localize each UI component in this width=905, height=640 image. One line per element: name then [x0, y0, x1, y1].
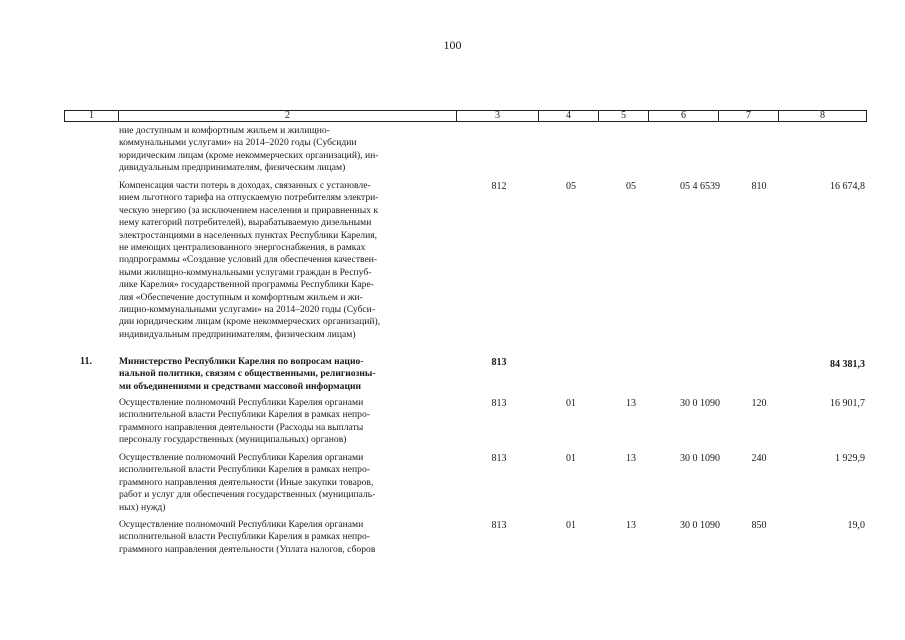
cell-amount: 19,0: [847, 520, 865, 531]
header-col-4: 4: [539, 111, 599, 121]
cell-razdel: 01: [566, 520, 576, 531]
text-line: ние доступным и комфортным жильем и жилищно-: [119, 125, 330, 136]
cell-podrazdel: 05: [626, 181, 636, 192]
cell-amount: 1 929,9: [835, 453, 865, 464]
text-line: подпрограммы «Создание условий для обеспечения качествен-: [119, 254, 378, 266]
text-line: граммного направления деятельности (Уплата налогов, сборов: [119, 543, 376, 555]
cell-amount: 84 381,3: [830, 359, 865, 370]
text-line: ных) нужд): [119, 501, 166, 513]
cell-razdel: 01: [566, 453, 576, 464]
text-line: дии юридическим лицам (кроме некоммерческих организаций),: [119, 316, 381, 328]
table-header-row: [64, 110, 867, 122]
cell-amount: 16 901,7: [830, 398, 865, 409]
text-line: Осуществление полномочий Республики Карелия органами: [119, 397, 364, 408]
cell-expense-type: 240: [751, 453, 767, 464]
cell-vedomstvo: 812: [491, 181, 507, 192]
row-description: [119, 452, 457, 514]
cell-vedomstvo: 813: [491, 398, 507, 409]
cell-expense-type: 850: [751, 520, 767, 531]
text-line: персоналу государственных (муниципальных) органов): [119, 434, 347, 446]
header-col-5: 5: [599, 111, 649, 121]
text-line: электростанциями в населенных пунктах Республики Карелия,: [119, 229, 378, 241]
text-line: Компенсация части потерь в доходах, связанных с установле-: [119, 180, 371, 191]
cell-razdel: 05: [566, 181, 576, 192]
cell-expense-type: 120: [751, 398, 767, 409]
text-line: юридическим лицам (кроме некоммерческих организаций), ин-: [119, 149, 379, 161]
text-line: не имеющих централизованного энергоснабжения, в рамках: [119, 242, 366, 254]
text-line: граммного направления деятельности (Расходы на выплаты: [119, 421, 364, 433]
text-line: нему категорий потребителей), вырабатываемую дизельными: [119, 217, 372, 229]
text-line: Министерство Республики Карелия по вопросам нацио-: [119, 356, 364, 367]
row-number: 11.: [80, 356, 92, 367]
cell-amount: 16 674,8: [830, 181, 865, 192]
text-line: Осуществление полномочий Республики Карелия органами: [119, 452, 364, 463]
text-line: коммунальными услугами» на 2014–2020 годы (Субсидии: [119, 137, 357, 149]
header-col-3: 3: [457, 111, 539, 121]
header-col-7: 7: [719, 111, 779, 121]
cell-razdel: 01: [566, 398, 576, 409]
text-line: лике Карелия» государственной программы Республики Каре-: [119, 279, 374, 291]
row-description: [119, 180, 457, 341]
cell-podrazdel: 13: [626, 453, 636, 464]
text-line: ными жилищно-коммунальными услугами граждан в Респуб-: [119, 266, 372, 278]
cell-target-article: 30 0 1090: [680, 398, 720, 409]
cell-podrazdel: 13: [626, 398, 636, 409]
text-line: исполнительной власти Республики Карелия в рамках непро-: [119, 531, 370, 543]
continuation-text: [119, 125, 457, 175]
text-line: работ и услуг для обеспечения государственных (муниципаль-: [119, 489, 376, 501]
cell-vedomstvo: 813: [491, 453, 507, 464]
cell-vedomstvo: 813: [491, 520, 507, 531]
text-line: нием льготного тарифа на отпускаемую потребителям электри-: [119, 192, 379, 204]
text-line: исполнительной власти Республики Карелия в рамках непро-: [119, 409, 370, 421]
header-col-6: 6: [649, 111, 719, 121]
row-description: [119, 397, 457, 447]
cell-target-article: 30 0 1090: [680, 453, 720, 464]
text-line: нальной политики, связям с общественными, религиозны-: [119, 368, 376, 380]
text-line: граммного направления деятельности (Иные закупки товаров,: [119, 476, 374, 488]
header-col-2: 2: [119, 111, 457, 121]
text-line: Осуществление полномочий Республики Карелия органами: [119, 519, 364, 530]
text-line: исполнительной власти Республики Карелия в рамках непро-: [119, 464, 370, 476]
cell-vedomstvo: 813: [491, 357, 507, 368]
cell-podrazdel: 13: [626, 520, 636, 531]
text-line: дивидуальным предпринимателям, физическим лицам): [119, 162, 346, 174]
text-line: лищно-коммунальными услугами» на 2014–2020 годы (Субси-: [119, 304, 376, 316]
text-line: ческую энергию (за исключением населения и приравненных к: [119, 204, 379, 216]
text-line: лия «Обеспечение доступным и комфортным жильем и жи-: [119, 291, 363, 303]
row-description: [119, 519, 457, 556]
text-line: ми объединениями и средствами массовой информации: [119, 380, 362, 392]
cell-target-article: 05 4 6539: [680, 181, 720, 192]
header-col-1: 1: [65, 111, 119, 121]
cell-target-article: 30 0 1090: [680, 520, 720, 531]
header-col-8: 8: [820, 110, 825, 121]
text-line: индивидуальным предпринимателям, физическим лицам): [119, 328, 356, 340]
row-description: [119, 356, 457, 393]
page-number: 100: [443, 38, 462, 52]
cell-expense-type: 810: [751, 181, 767, 192]
